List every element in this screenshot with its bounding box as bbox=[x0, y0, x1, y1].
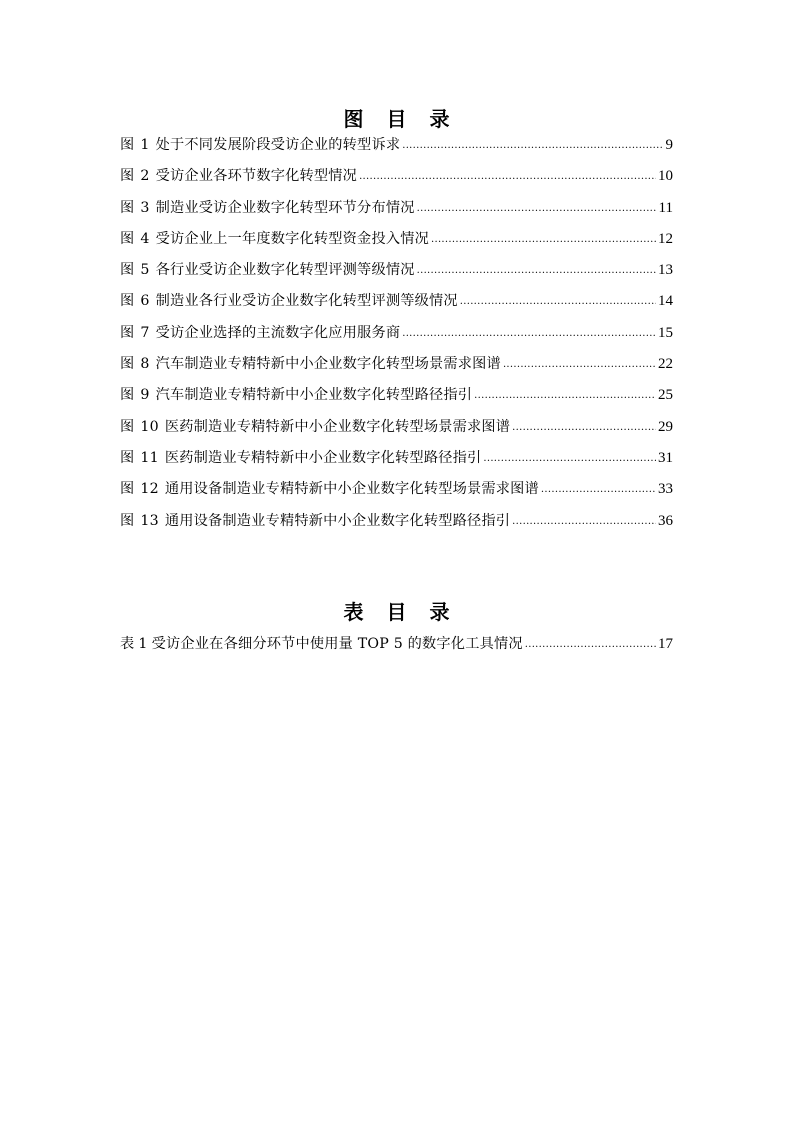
toc-entry-figure-4[interactable] bbox=[120, 229, 673, 260]
toc-entry-label: 图 10 医药制造业专精特新中小企业数字化转型场景需求图谱 bbox=[120, 418, 511, 435]
toc-page-number: 11 bbox=[658, 199, 673, 216]
dot-leader bbox=[460, 292, 656, 312]
toc-page-number: 29 bbox=[658, 418, 673, 435]
dot-leader bbox=[512, 512, 656, 532]
toc-entry-label: 图 8 汽车制造业专精特新中小企业数字化转型场景需求图谱 bbox=[120, 356, 501, 373]
toc-entry-figure-11[interactable] bbox=[120, 448, 673, 479]
toc-entry-figure-6[interactable] bbox=[120, 291, 673, 322]
dot-leader bbox=[402, 136, 663, 156]
toc-entry-label: 图 2 受访企业各环节数字化转型情况 bbox=[120, 168, 358, 185]
dot-leader bbox=[417, 261, 656, 281]
dot-leader bbox=[417, 199, 657, 219]
toc-page-number: 36 bbox=[658, 512, 673, 529]
figures-toc-title: 图 目 录 bbox=[343, 107, 458, 131]
toc-page-number: 13 bbox=[658, 262, 673, 279]
toc-entry-figure-9[interactable] bbox=[120, 385, 673, 416]
toc-entry-label: 图 3 制造业受访企业数字化转型环节分布情况 bbox=[120, 199, 415, 216]
toc-page-number: 15 bbox=[658, 324, 673, 341]
tables-toc-title: 表 目 录 bbox=[343, 600, 458, 624]
toc-entry-label: 图 4 受访企业上一年度数字化转型资金投入情况 bbox=[120, 230, 429, 247]
dot-leader bbox=[503, 355, 656, 375]
toc-page-number: 9 bbox=[665, 137, 673, 153]
toc-page-number: 17 bbox=[658, 636, 673, 652]
toc-entry-label: 图 12 通用设备制造业专精特新中小企业数字化转型场景需求图谱 bbox=[120, 481, 539, 498]
figures-toc-section bbox=[120, 107, 673, 542]
toc-entry-figure-8[interactable] bbox=[120, 354, 673, 385]
toc-page-number: 25 bbox=[658, 387, 673, 404]
toc-entry-figure-7[interactable] bbox=[120, 323, 673, 354]
toc-entry-figure-5[interactable] bbox=[120, 260, 673, 291]
toc-entry-table-1[interactable] bbox=[120, 634, 673, 665]
toc-entry-label: 图 5 各行业受访企业数字化转型评测等级情况 bbox=[120, 262, 415, 279]
dot-leader bbox=[541, 480, 656, 500]
toc-entry-figure-13[interactable] bbox=[120, 511, 673, 542]
toc-page-number: 10 bbox=[658, 168, 673, 185]
toc-entry-label: 图 9 汽车制造业专精特新中小企业数字化转型路径指引 bbox=[120, 387, 473, 404]
toc-page-number: 22 bbox=[658, 356, 673, 373]
toc-entry-figure-1[interactable] bbox=[120, 135, 673, 166]
toc-entry-label: 图 6 制造业各行业受访企业数字化转型评测等级情况 bbox=[120, 293, 458, 310]
dot-leader bbox=[525, 635, 656, 655]
toc-entry-label: 图 13 通用设备制造业专精特新中小企业数字化转型路径指引 bbox=[120, 512, 511, 529]
toc-entry-figure-10[interactable] bbox=[120, 417, 673, 448]
toc-page-number: 14 bbox=[658, 293, 673, 310]
dot-leader bbox=[359, 167, 656, 187]
dot-leader bbox=[402, 324, 656, 344]
toc-page-number: 12 bbox=[658, 230, 673, 247]
toc-entry-label: 图 7 受访企业选择的主流数字化应用服务商 bbox=[120, 324, 401, 341]
toc-entry-figure-12[interactable] bbox=[120, 479, 673, 510]
toc-entry-figure-3[interactable] bbox=[120, 198, 673, 229]
figures-toc-list bbox=[120, 135, 673, 542]
tables-toc-section bbox=[120, 600, 673, 665]
tables-toc-list bbox=[120, 634, 673, 665]
toc-entry-label: 图 1 处于不同发展阶段受访企业的转型诉求 bbox=[120, 137, 401, 153]
toc-page-number: 31 bbox=[658, 449, 673, 466]
toc-entry-label: 图 11 医药制造业专精特新中小企业数字化转型路径指引 bbox=[120, 449, 482, 466]
toc-entry-figure-2[interactable] bbox=[120, 166, 673, 197]
dot-leader bbox=[512, 418, 656, 438]
dot-leader bbox=[474, 386, 656, 406]
dot-leader bbox=[483, 449, 656, 469]
toc-entry-label: 表 1 受访企业在各细分环节中使用量 TOP 5 的数字化工具情况 bbox=[120, 636, 523, 652]
toc-page-number: 33 bbox=[658, 481, 673, 498]
dot-leader bbox=[431, 230, 656, 250]
